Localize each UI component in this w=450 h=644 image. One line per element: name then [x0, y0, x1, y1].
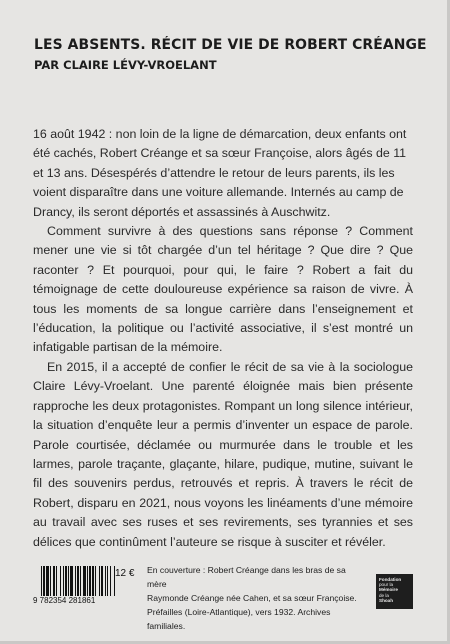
barcode-bar	[75, 566, 76, 596]
price: 12 €	[115, 568, 135, 579]
barcode-bar	[83, 566, 86, 596]
book-title: LES ABSENTS. RÉCIT DE VIE DE ROBERT CRÉANGE	[34, 37, 427, 53]
fondation-memoire-shoah-logo	[376, 574, 413, 609]
barcode-bar	[70, 566, 73, 596]
barcode-bar	[101, 566, 103, 596]
logo-line: Fondation	[379, 577, 402, 582]
barcode-number: 9 782354 281861	[33, 596, 96, 605]
logo-line: Shoah	[379, 597, 394, 603]
barcode-bar	[50, 566, 51, 596]
barcode-bar	[92, 566, 94, 596]
blurb	[33, 125, 413, 552]
barcode-bar	[56, 566, 57, 596]
barcode-bar	[43, 566, 45, 596]
barcode-bar	[107, 566, 108, 596]
logo-line: de la	[379, 592, 389, 598]
barcode-bar	[87, 566, 88, 596]
barcode-bar	[110, 566, 111, 596]
book-author: PAR CLAIRE LÉVY-VROELANT	[34, 58, 217, 72]
barcode-bar	[65, 566, 67, 596]
barcode-bar	[68, 566, 69, 596]
cover-caption-line: En couverture : Robert Créange dans les bras de sa mère	[147, 565, 346, 589]
barcode-bar	[53, 566, 55, 596]
barcode-bar	[77, 566, 79, 596]
barcode-bar	[99, 566, 100, 596]
barcode-bar	[46, 566, 49, 596]
barcode-bar	[41, 566, 42, 596]
barcode-bar	[89, 566, 91, 596]
logo-line: pour la	[379, 582, 394, 588]
cover-caption-line: Préfailles (Loire-Atlantique), vers 1932. Archives familiales.	[147, 607, 331, 631]
barcode-bar	[105, 566, 106, 596]
barcode-bar	[95, 566, 96, 596]
logo-line: Mémoire	[379, 587, 398, 593]
cover-caption	[147, 563, 362, 633]
cover-caption-line: Raymonde Créange née Cahen, et sa sœur Françoise.	[147, 593, 357, 603]
barcode-bar	[80, 566, 81, 596]
blurb-paragraph-2: Comment survivre à des questions sans réponse ? Comment mener une vie si tôt chargée d’un tel héritage ? Que dire ? Que raconter ? Et pourquoi, pour qui, le faire ? Robert a fait du témoignage de cette douloureuse expérience sa raison de vivre. À tous les moments de sa longue carrière dans l’enseignement et l’éducation, la politique ou l’activité associative, il s’est montré un infatigable partisan de la mémoire.	[33, 224, 413, 355]
blurb-paragraph-3: En 2015, il a accepté de confier le récit de sa vie à la sociologue Claire Lévy-Vroelant. Une parenté éloignée mais bien présente rapproche les deux protagonistes. Rompant un long silence intérieur, la situation d’enquête leur a permis d’inventer un espace de parole. Parole courtisée, déclamée ou murmurée dans le trouble et les larmes, parole traçante, glaçante, hilare, pudique, mutine, suivant le fil des souvenirs perdus, retrouvés et repris. À travers le récit de Robert, disparu en 2021, nous voyons les linéaments d’une mémoire au travail avec ses ruses et ses revirements, ses tyrannies et ses délices que continûment l’auteure se risque à susciter et révéler.	[33, 359, 413, 549]
barcode-bar	[60, 566, 61, 596]
barcode-bar	[63, 566, 64, 596]
blurb-paragraph-1: 16 août 1942 : non loin de la ligne de démarcation, deux enfants ont été cachés, Robert Créange et sa sœur Françoise, alors âgés de 11 et 13 ans. Désespérés d’attendre le retour de leurs parents, ils les voient disparaître dans une voiture allemande. Internés au camp de Drancy, ils seront déportés et assassinés à Auschwitz.	[33, 127, 407, 219]
